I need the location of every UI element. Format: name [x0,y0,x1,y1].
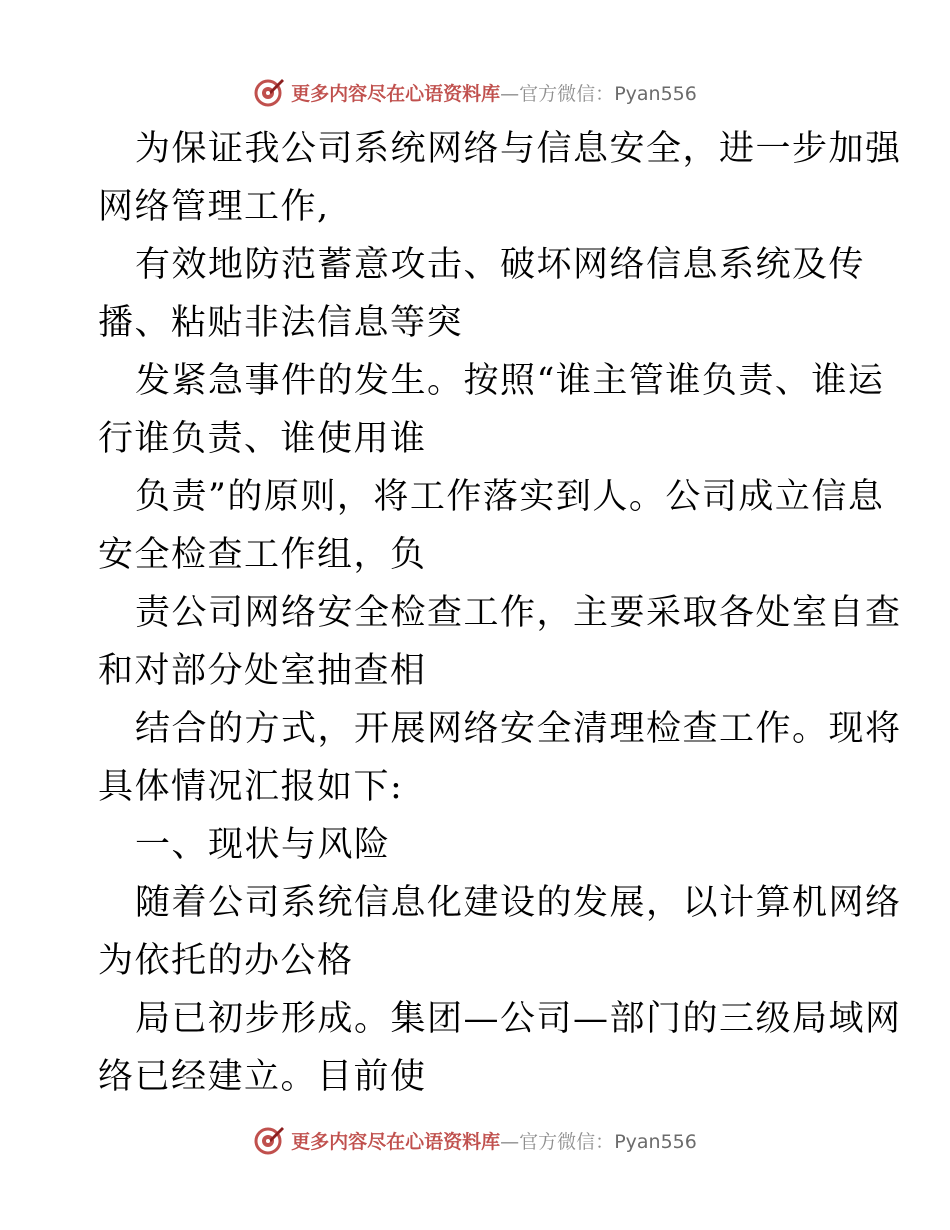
footer-watermark [0,1120,950,1160]
document-body [98,120,902,1106]
paragraph-line: 网络管理工作, [98,187,330,227]
pen-nib-circle-icon [253,1124,285,1156]
paragraph-line: 具体情况汇报如下: [98,767,404,807]
paragraph-line: 为保证我公司系统网络与信息安全，进一步加强 [135,129,902,169]
paragraph-line: 负责”的原则，将工作落实到人。公司成立信息 [135,477,885,517]
watermark-separator: —官方微信： [500,1130,615,1153]
watermark-separator: —官方微信： [500,82,615,105]
watermark-site-name: 更多内容尽在心语资料库 [291,82,501,105]
watermark-site-name: 更多内容尽在心语资料库 [291,1130,501,1153]
paragraph-line: 随着公司系统信息化建设的发展，以计算机网络 [135,883,902,923]
paragraph-line: 安全检查工作组，负 [98,535,427,575]
paragraph-line: 发紧急事件的发生。按照“谁主管谁负责、谁运 [135,361,885,401]
watermark-wechat-id: Pyan556 [614,82,697,105]
paragraph-line: 络已经建立。目前使 [98,1057,427,1097]
pen-nib-circle-icon [253,76,285,108]
paragraph-line: 局已初步形成。集团—公司—部门的三级局域网 [135,999,902,1039]
paragraph-line: 行谁负责、谁使用谁 [98,419,427,459]
watermark-text [291,1127,697,1154]
watermark-text [291,79,697,106]
paragraph-line: 一、现状与风险 [135,825,391,865]
paragraph-line: 责公司网络安全检查工作，主要采取各处室自查 [135,593,902,633]
watermark-wechat-id: Pyan556 [614,1130,697,1153]
paragraph-line: 和对部分处室抽查相 [98,651,427,691]
paragraph-line: 有效地防范蓄意攻击、破坏网络信息系统及传 [135,245,866,285]
paragraph-line: 播、粘贴非法信息等突 [98,303,464,343]
header-watermark [0,72,950,112]
paragraph-line: 为依托的办公格 [98,941,354,981]
paragraph-line: 结合的方式，开展网络安全清理检查工作。现将 [135,709,902,749]
